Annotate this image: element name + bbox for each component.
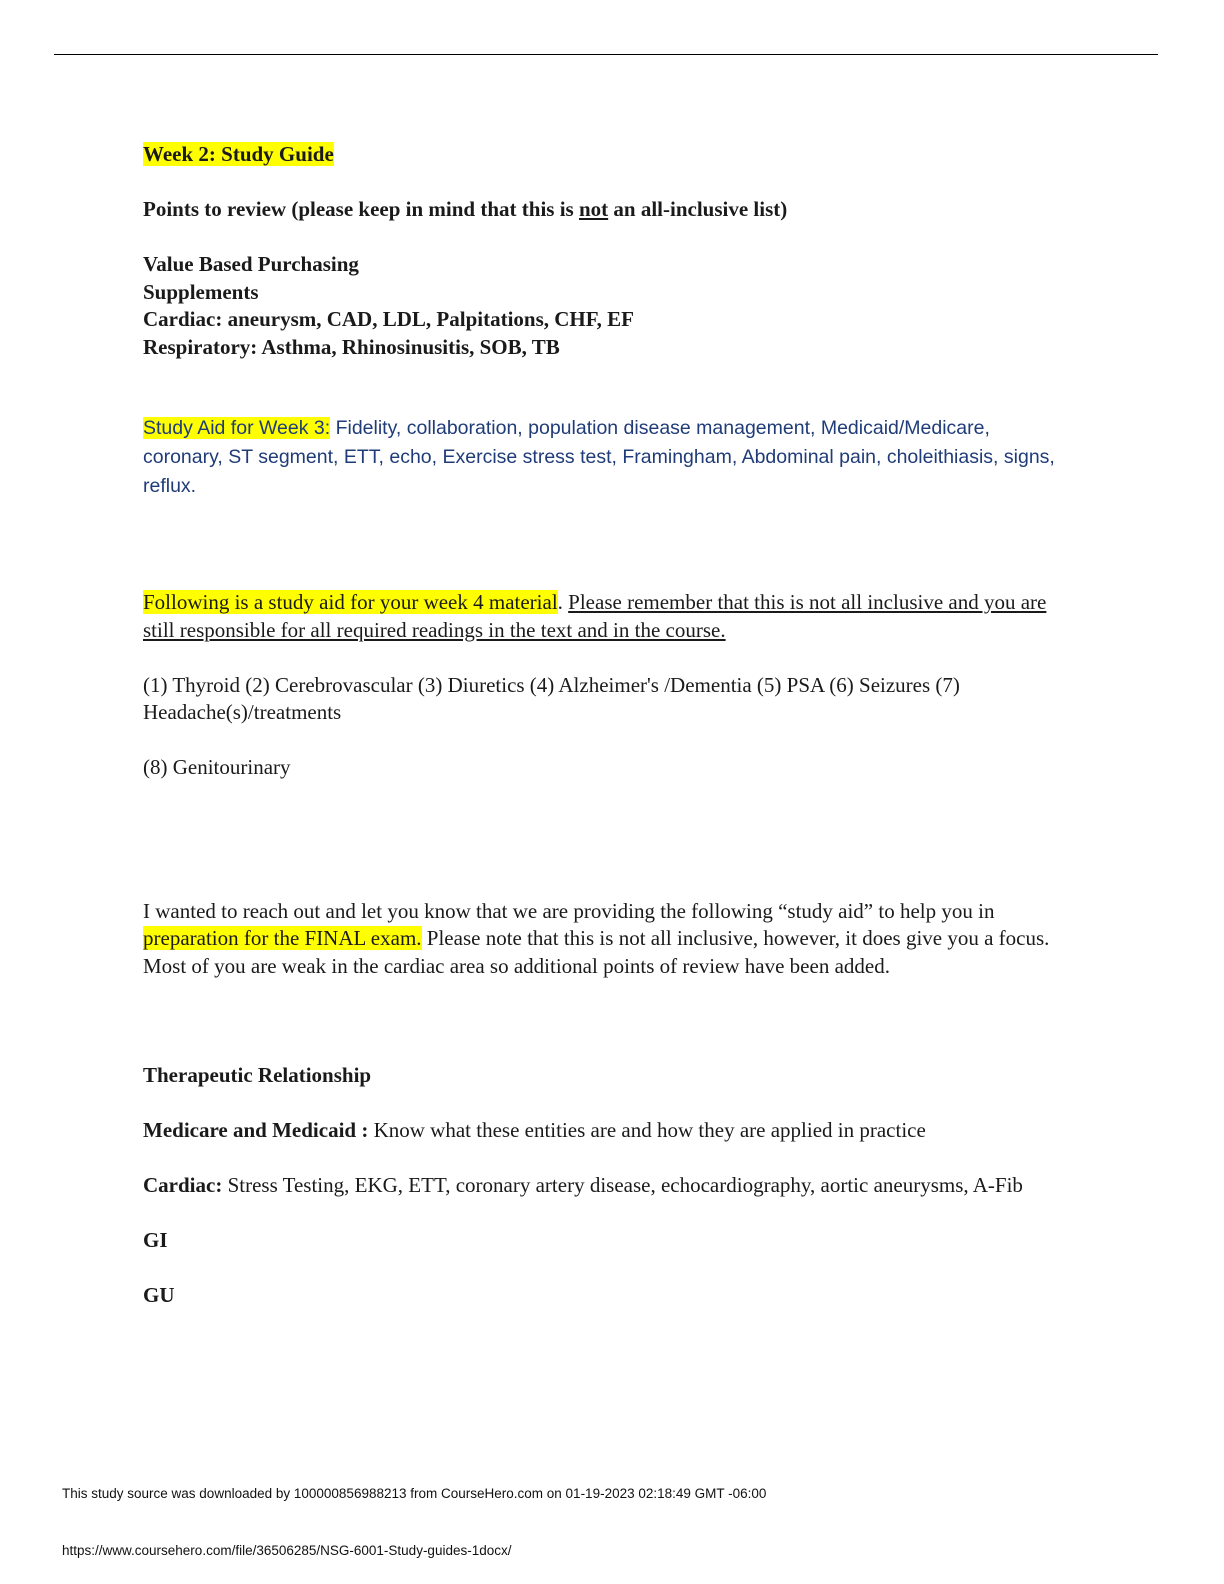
final-exam-note: I wanted to reach out and let you know that we are providing the following “study aid” to help you in preparation for the FINAL exam. Please note that this is not all inclusive, however, it does give you a focus. Most of you are weak in the cardiac area so additional points of review have been added. bbox=[143, 898, 1050, 978]
topic-item: Supplements bbox=[143, 279, 259, 304]
document-body bbox=[143, 141, 1073, 1310]
week4-topic-list-2: (8) Genitourinary bbox=[143, 755, 291, 779]
week4-study-aid: Following is a study aid for your week 4 material. Please remember that this is not all inclusive and you are still responsible for all required readings in the text and in the course. bbox=[143, 590, 1047, 642]
source-url[interactable]: https://www.coursehero.com/file/36506285/NSG-6001-Study-guides-1docx/ bbox=[62, 1543, 512, 1558]
week4-topic-list: (1) Thyroid (2) Cerebrovascular (3) Diuretics (4) Alzheimer's /Dementia (5) PSA (6) Seizures (7) Headache(s)/treatments bbox=[143, 672, 960, 724]
page-title: Week 2: Study Guide bbox=[143, 142, 334, 166]
topic-item: Cardiac: aneurysm, CAD, LDL, Palpitations, CHF, EF bbox=[143, 307, 634, 331]
section-cardiac: Cardiac: Stress Testing, EKG, ETT, coronary artery disease, echocardiography, aortic aneurysms, A-Fib bbox=[143, 1173, 1023, 1197]
week3-study-aid: Study Aid for Week 3: Fidelity, collaboration, population disease management, Medicaid/Medicare, coronary, ST segment, ETT, echo, Exercise stress test, Framingham, Abdominal pain, choleithiasis, signs, reflux. bbox=[143, 417, 1055, 497]
section-gi: GI bbox=[143, 1228, 168, 1252]
download-source-note: This study source was downloaded by 100000856988213 from CourseHero.com on 01-19-2023 02:18:49 GMT -06:00 bbox=[62, 1486, 767, 1501]
topic-item: Respiratory: Asthma, Rhinosinusitis, SOB, TB bbox=[143, 334, 560, 359]
section-gu: GU bbox=[143, 1283, 175, 1307]
topic-item: Value Based Purchasing bbox=[143, 252, 359, 276]
section-medicare: Medicare and Medicaid : Know what these entities are and how they are applied in practice bbox=[143, 1118, 926, 1142]
section-therapeutic: Therapeutic Relationship bbox=[143, 1063, 372, 1087]
review-heading: Points to review (please keep in mind that this is not an all-inclusive list) bbox=[143, 197, 788, 221]
top-rule bbox=[54, 54, 1158, 55]
